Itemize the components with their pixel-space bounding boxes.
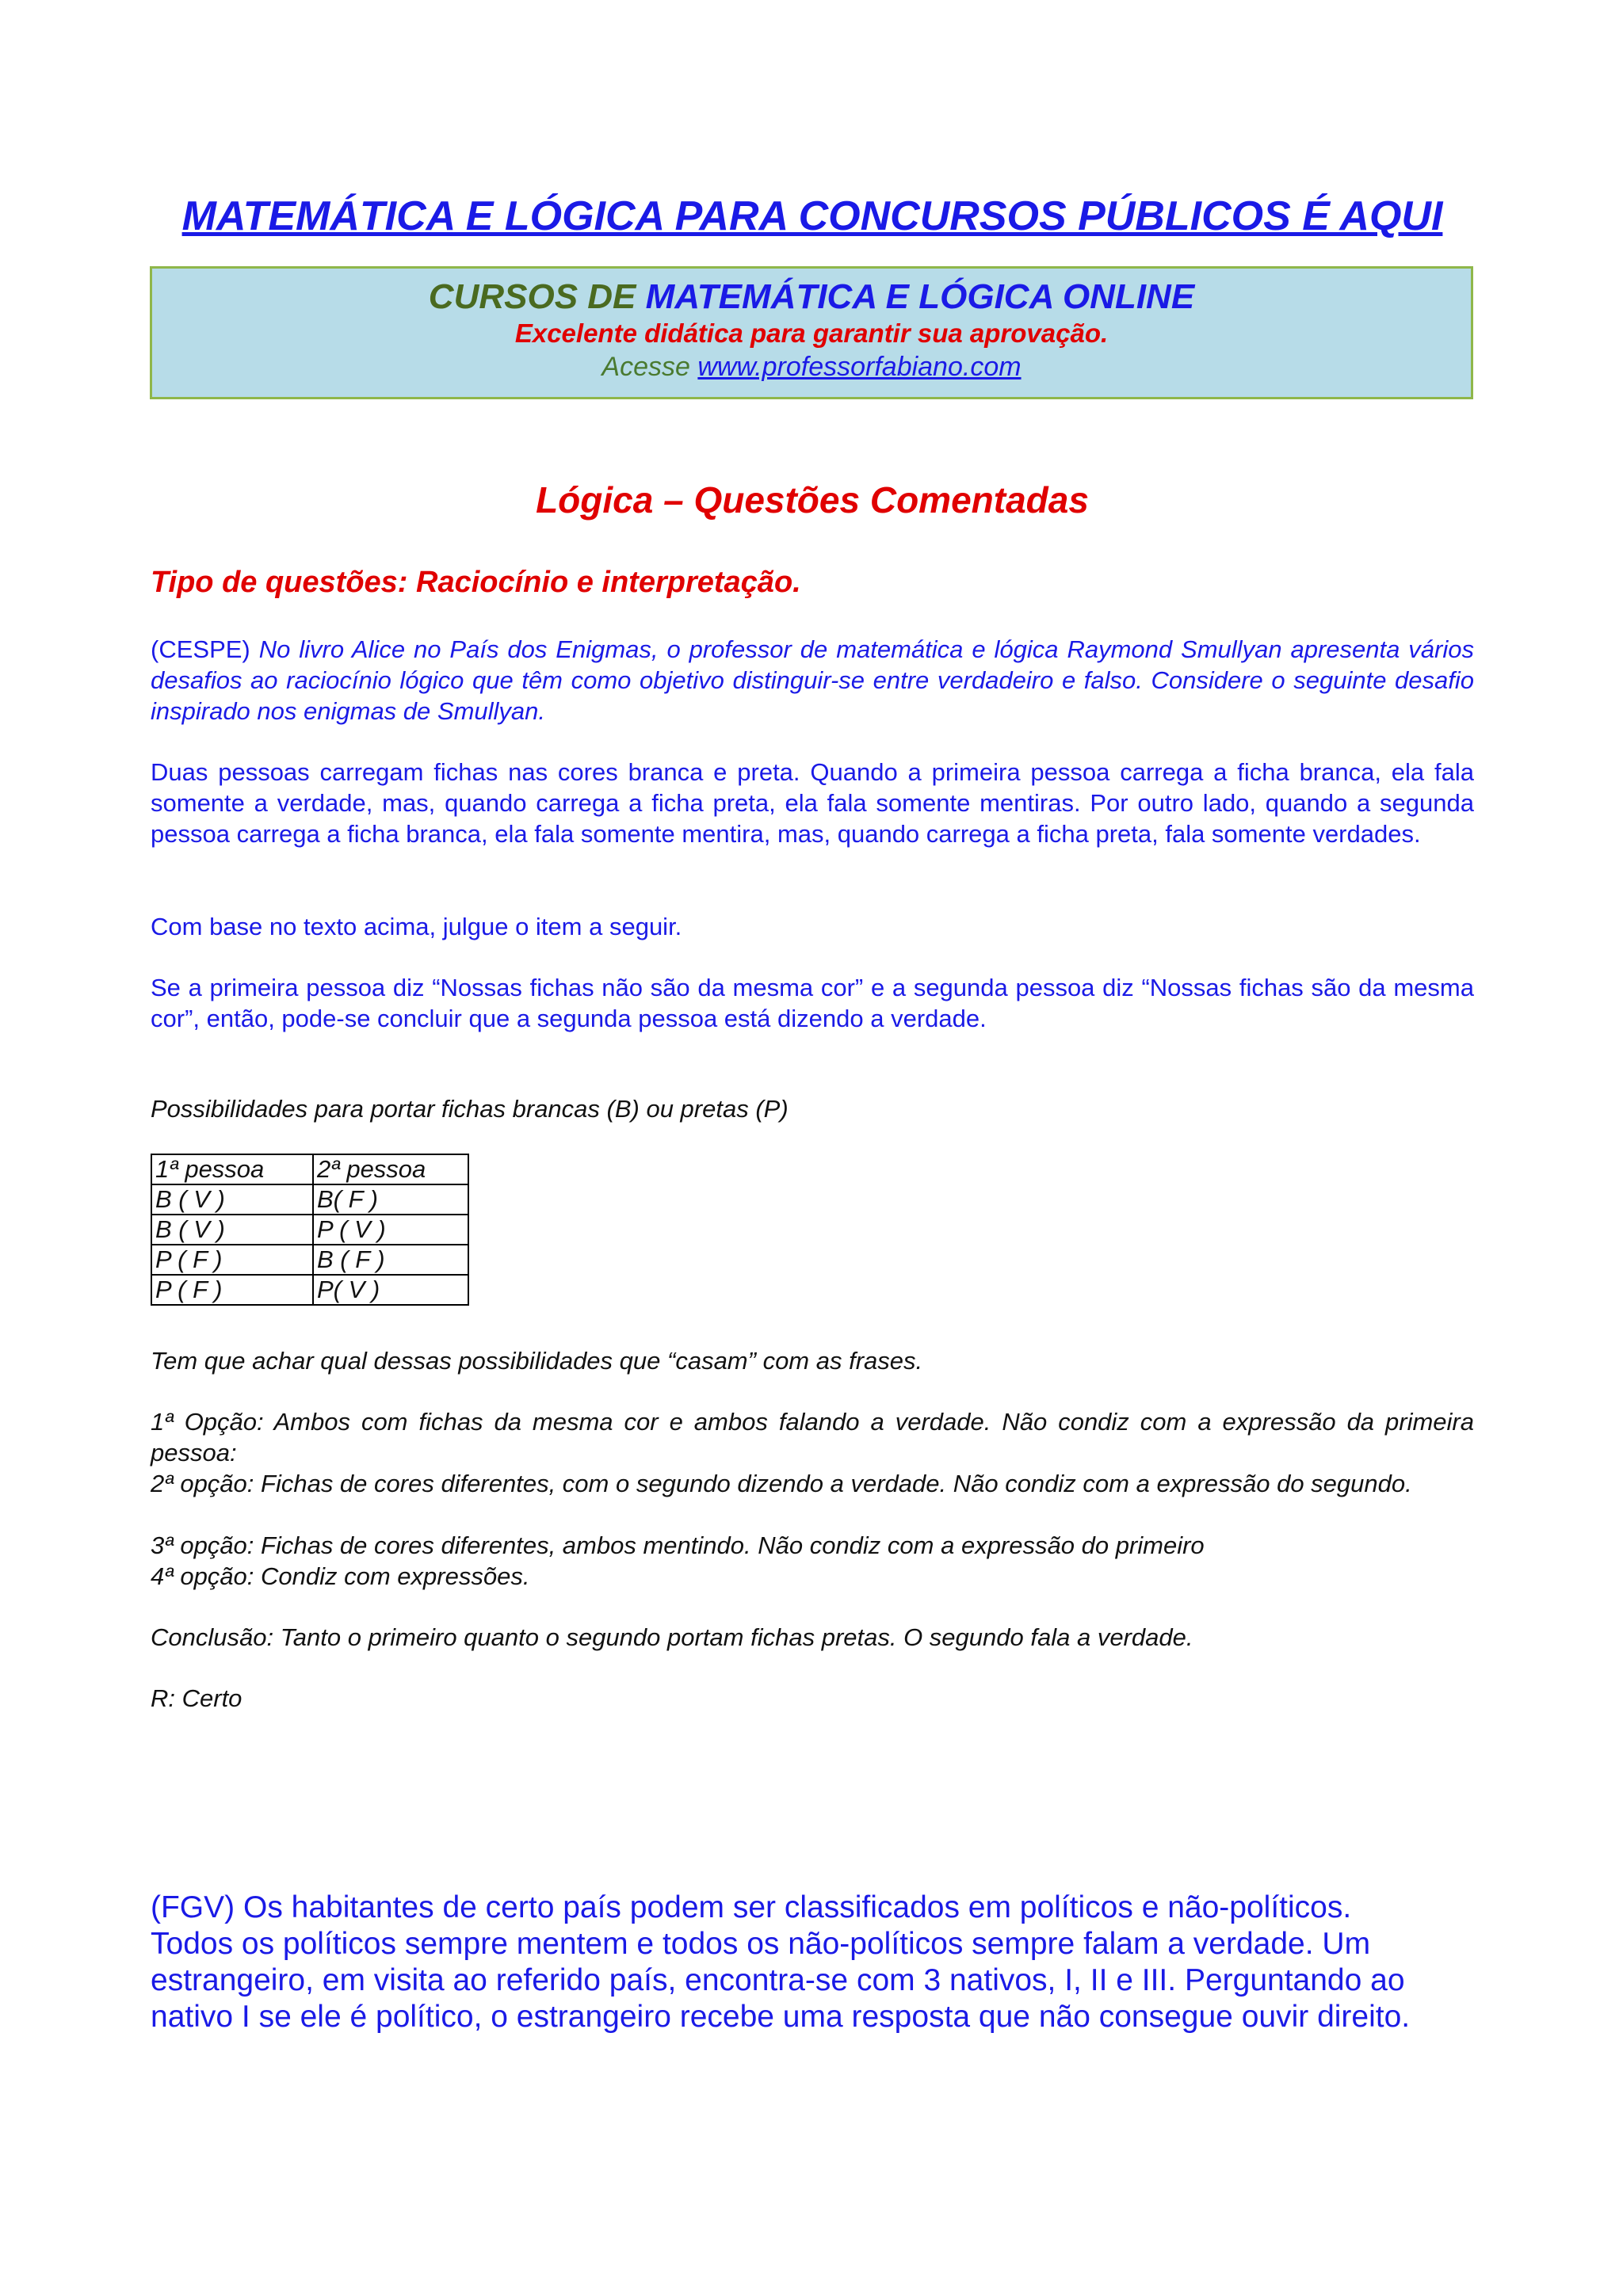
table-cell: B ( F ) <box>313 1245 468 1275</box>
solution-option-4: 4ª opção: Condiz com expressões. <box>151 1562 530 1590</box>
solution-option-1: 1ª Opção: Ambos com fichas da mesma cor e ambos falando a verdade. Não condiz com a expressão da primeira pessoa: <box>151 1408 1474 1466</box>
table-header: 1ª pessoa <box>151 1154 313 1184</box>
promo-prefix: CURSOS DE <box>428 277 646 316</box>
solution-answer: R: Certo <box>151 1684 242 1712</box>
table-cell: B ( V ) <box>151 1215 313 1245</box>
website-link[interactable]: www.professorfabiano.com <box>697 352 1022 382</box>
promo-box <box>150 266 1473 399</box>
question-2-line: nativo I se ele é político, o estrangeiro recebe uma resposta que não consegue ouvir direito. <box>151 2000 1411 2034</box>
table-row <box>151 1275 468 1305</box>
promo-heading-text: MATEMÁTICA E LÓGICA ONLINE <box>645 277 1195 316</box>
table-row <box>151 1245 468 1275</box>
question-type: Tipo de questões: Raciocínio e interpretação. <box>151 566 801 599</box>
promo-tagline: Excelente didática para garantir sua aprovação. <box>514 318 1109 348</box>
banner-title[interactable]: MATEMÁTICA E LÓGICA PARA CONCURSOS PÚBLICOS É AQUI <box>181 193 1443 239</box>
possibilities-table <box>151 1154 469 1306</box>
solution-option-3: 3ª opção: Fichas de cores diferentes, ambos mentindo. Não condiz com a expressão do primeiro <box>151 1531 1205 1559</box>
solution-conclusion: Conclusão: Tanto o primeiro quanto o segundo portam fichas pretas. O segundo fala a verdade. <box>151 1623 1193 1651</box>
document-title: Lógica – Questões Comentadas <box>536 479 1089 521</box>
table-cell: P ( F ) <box>151 1275 313 1305</box>
question-statement: Duas pessoas carregam fichas nas cores branca e preta. Quando a primeira pessoa carrega a ficha branca, ela fala somente a verdade, mas, quando carrega a ficha preta, ela fala somente mentiras. Por outro lado, quando a segunda pessoa carrega a ficha branca, ela fala somente mentira, mas, quando carrega a ficha preta, fala somente verdades. <box>151 758 1474 848</box>
table-row <box>151 1184 468 1215</box>
table-cell: B ( V ) <box>151 1184 313 1215</box>
table-cell: P( V ) <box>313 1275 468 1305</box>
table-cell: B( F ) <box>313 1184 468 1215</box>
promo-heading <box>152 277 1471 318</box>
question-item: Se a primeira pessoa diz “Nossas fichas não são da mesma cor” e a segunda pessoa diz “Nossas fichas são da mesma cor”, então, pode-se concluir que a segunda pessoa está dizendo a verdade. <box>151 974 1474 1032</box>
question-intro <box>151 634 1474 727</box>
access-prefix: Acesse <box>601 352 698 382</box>
solution-match: Tem que achar qual dessas possibilidades que “casam” com as frases. <box>151 1347 923 1375</box>
question-2 <box>151 1890 1514 2035</box>
question-2-line: (FGV) Os habitantes de certo país podem ser classificados em políticos e não-políticos. <box>151 1890 1352 1924</box>
table-cell: P ( V ) <box>313 1215 468 1245</box>
question-2-line: estrangeiro, em visita ao referido país, encontra-se com 3 nativos, I, II e III. Perguntando ao <box>151 1963 1405 1997</box>
question-source: (CESPE) <box>151 635 259 663</box>
table-cell: P ( F ) <box>151 1245 313 1275</box>
question-instruction: Com base no texto acima, julgue o item a seguir. <box>151 913 682 940</box>
solution-option-2: 2ª opção: Fichas de cores diferentes, com o segundo dizendo a verdade. Não condiz com a expressão do segundo. <box>151 1470 1412 1497</box>
table-header: 2ª pessoa <box>313 1154 468 1184</box>
question-2-line: Todos os políticos sempre mentem e todos os não-políticos sempre falam a verdade. Um <box>151 1927 1371 1961</box>
question-intro-text: No livro Alice no País dos Enigmas, o professor de matemática e lógica Raymond Smullyan apresenta vários desafios ao raciocínio lógico que têm como objetivo distinguir-se entre verdadeiro e falso. Considere o seguinte desafio inspirado nos enigmas de Smullyan. <box>151 635 1474 725</box>
table-header-row <box>151 1154 468 1184</box>
solution-intro: Possibilidades para portar fichas brancas (B) ou pretas (P) <box>151 1095 789 1123</box>
table-row <box>151 1215 468 1245</box>
promo-access <box>152 349 1471 384</box>
